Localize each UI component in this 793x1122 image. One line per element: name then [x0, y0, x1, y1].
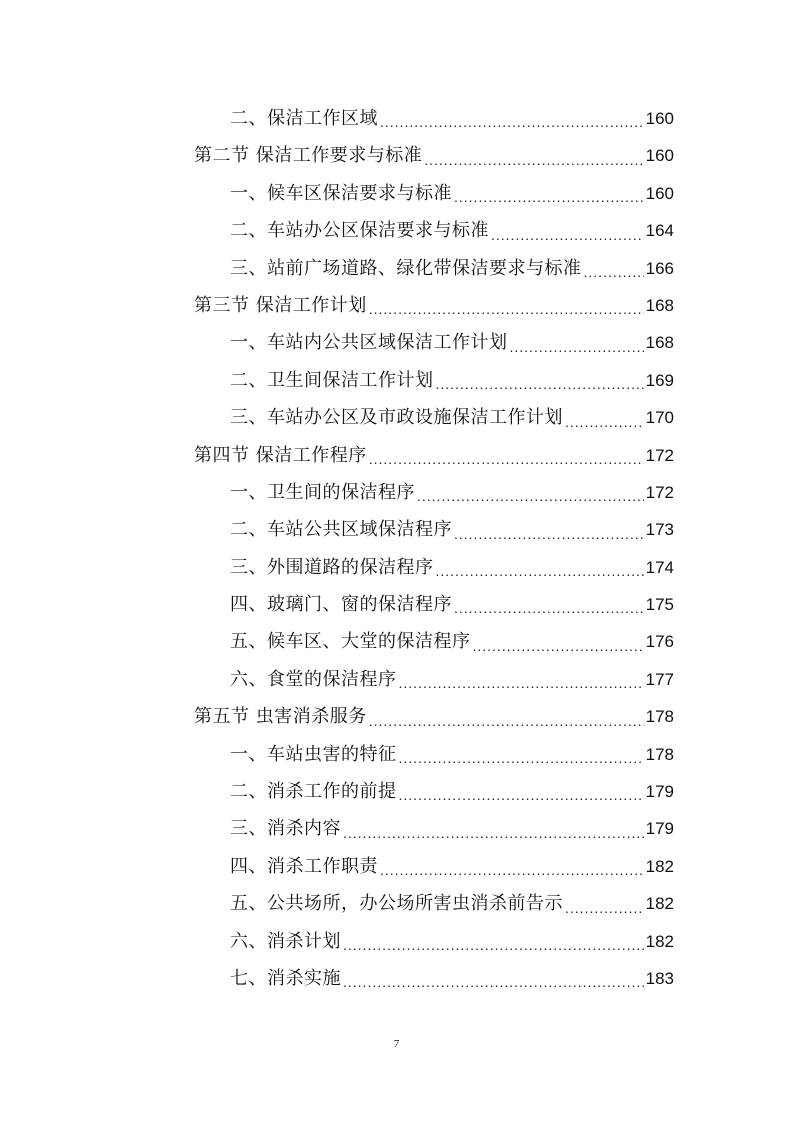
- toc-entry-page: 179: [645, 819, 674, 839]
- toc-entry-title: 三、车站办公区及市政设施保洁工作计划: [230, 407, 563, 429]
- toc-entry-title: 二、卫生间保洁工作计划: [230, 369, 434, 391]
- toc-subsection-row[interactable]: [194, 324, 674, 361]
- toc-leader-dots: [565, 407, 644, 437]
- toc-entry-page: 178: [645, 744, 674, 764]
- toc-entry-title: 四、玻璃门、窗的保洁程序: [230, 594, 452, 616]
- toc-leader-dots: [454, 519, 644, 549]
- toc-entry-page: 183: [645, 968, 674, 988]
- toc-section-row[interactable]: [194, 287, 674, 324]
- toc-entry-title: 五、公共场所，办公场所害虫消杀前告示: [230, 893, 563, 915]
- toc-entry-page: 173: [645, 520, 674, 540]
- toc-leader-dots: [343, 967, 644, 997]
- toc-section-row[interactable]: [194, 698, 674, 735]
- toc-leader-dots: [343, 930, 644, 960]
- toc-subsection-row[interactable]: [194, 586, 674, 623]
- toc-entry-page: 169: [645, 370, 674, 390]
- toc-entry-title: 四、消杀工作职责: [230, 855, 378, 877]
- toc-section-row[interactable]: [194, 137, 674, 174]
- toc-leader-dots: [454, 182, 644, 212]
- toc-entry-title: 三、站前广场道路、绿化带保洁要求与标准: [230, 257, 582, 279]
- toc-entry-page: 176: [645, 632, 674, 652]
- toc-subsection-row[interactable]: [194, 623, 674, 660]
- toc-entry-title: 七、消杀实施: [230, 967, 341, 989]
- toc-entry-page: 166: [645, 258, 674, 278]
- toc-leader-dots: [369, 444, 644, 474]
- toc-leader-dots: [491, 220, 644, 250]
- toc-entry-page: 160: [645, 183, 674, 203]
- toc-entry-page: 172: [645, 445, 674, 465]
- toc-subsection-row[interactable]: [194, 399, 674, 436]
- toc-leader-dots: [417, 481, 644, 511]
- toc-entry-page: 164: [645, 221, 674, 241]
- page-number: 7: [393, 1038, 400, 1050]
- toc-entry-page: 160: [645, 108, 674, 128]
- toc-leader-dots: [369, 294, 644, 324]
- toc-entry-title: 六、消杀计划: [230, 930, 341, 952]
- toc-entry-title: 第四节 保洁工作程序: [194, 444, 367, 466]
- toc-entry-title: 二、车站办公区保洁要求与标准: [230, 220, 489, 242]
- toc-leader-dots: [473, 631, 644, 661]
- toc-entry-title: 第二节 保洁工作要求与标准: [194, 145, 423, 167]
- toc-subsection-row[interactable]: [194, 362, 674, 399]
- toc-entry-page: 174: [645, 557, 674, 577]
- toc-entry-page: 168: [645, 333, 674, 353]
- toc-subsection-row[interactable]: [194, 100, 674, 137]
- toc-entry-page: 179: [645, 782, 674, 802]
- toc-subsection-row[interactable]: [194, 661, 674, 698]
- toc-subsection-row[interactable]: [194, 474, 674, 511]
- toc-subsection-row[interactable]: [194, 923, 674, 960]
- toc-subsection-row[interactable]: [194, 736, 674, 773]
- toc-entry-title: 二、保洁工作区域: [230, 107, 378, 129]
- toc-entry-page: 175: [645, 595, 674, 615]
- toc-entry-title: 三、外围道路的保洁程序: [230, 556, 434, 578]
- toc-entry-title: 一、卫生间的保洁程序: [230, 481, 415, 503]
- toc-leader-dots: [584, 257, 644, 287]
- table-of-contents: [194, 100, 674, 997]
- toc-entry-page: 170: [645, 408, 674, 428]
- toc-subsection-row[interactable]: [194, 848, 674, 885]
- toc-leader-dots: [510, 332, 644, 362]
- toc-entry-title: 三、消杀内容: [230, 818, 341, 840]
- toc-entry-page: 168: [645, 295, 674, 315]
- toc-entry-page: 177: [645, 669, 674, 689]
- toc-entry-title: 五、候车区、大堂的保洁程序: [230, 631, 471, 653]
- toc-leader-dots: [436, 369, 644, 399]
- toc-leader-dots: [343, 818, 644, 848]
- toc-entry-title: 一、车站虫害的特征: [230, 743, 397, 765]
- toc-entry-page: 178: [645, 707, 674, 727]
- toc-entry-page: 172: [645, 482, 674, 502]
- toc-leader-dots: [380, 855, 644, 885]
- toc-leader-dots: [424, 145, 643, 175]
- toc-leader-dots: [399, 668, 644, 698]
- toc-entry-title: 二、车站公共区域保洁程序: [230, 519, 452, 541]
- toc-entry-page: 182: [645, 931, 674, 951]
- toc-leader-dots: [436, 556, 644, 586]
- toc-entry-title: 一、候车区保洁要求与标准: [230, 182, 452, 204]
- toc-leader-dots: [565, 893, 644, 923]
- toc-entry-title: 二、消杀工作的前提: [230, 781, 397, 803]
- toc-entry-title: 六、食堂的保洁程序: [230, 668, 397, 690]
- toc-leader-dots: [399, 743, 644, 773]
- toc-subsection-row[interactable]: [194, 549, 674, 586]
- toc-subsection-row[interactable]: [194, 773, 674, 810]
- toc-leader-dots: [454, 593, 644, 623]
- toc-entry-page: 182: [645, 894, 674, 914]
- toc-entry-title: 一、车站内公共区域保洁工作计划: [230, 332, 508, 354]
- toc-entry-title: 第五节 虫害消杀服务: [194, 706, 367, 728]
- toc-subsection-row[interactable]: [194, 810, 674, 847]
- toc-subsection-row[interactable]: [194, 960, 674, 997]
- toc-leader-dots: [399, 780, 644, 810]
- toc-entry-title: 第三节 保洁工作计划: [194, 294, 367, 316]
- toc-section-row[interactable]: [194, 437, 674, 474]
- toc-subsection-row[interactable]: [194, 885, 674, 922]
- toc-entry-page: 160: [645, 146, 674, 166]
- toc-leader-dots: [380, 107, 644, 137]
- toc-subsection-row[interactable]: [194, 250, 674, 287]
- toc-subsection-row[interactable]: [194, 212, 674, 249]
- toc-leader-dots: [369, 706, 644, 736]
- toc-entry-page: 182: [645, 856, 674, 876]
- toc-subsection-row[interactable]: [194, 511, 674, 548]
- toc-subsection-row[interactable]: [194, 175, 674, 212]
